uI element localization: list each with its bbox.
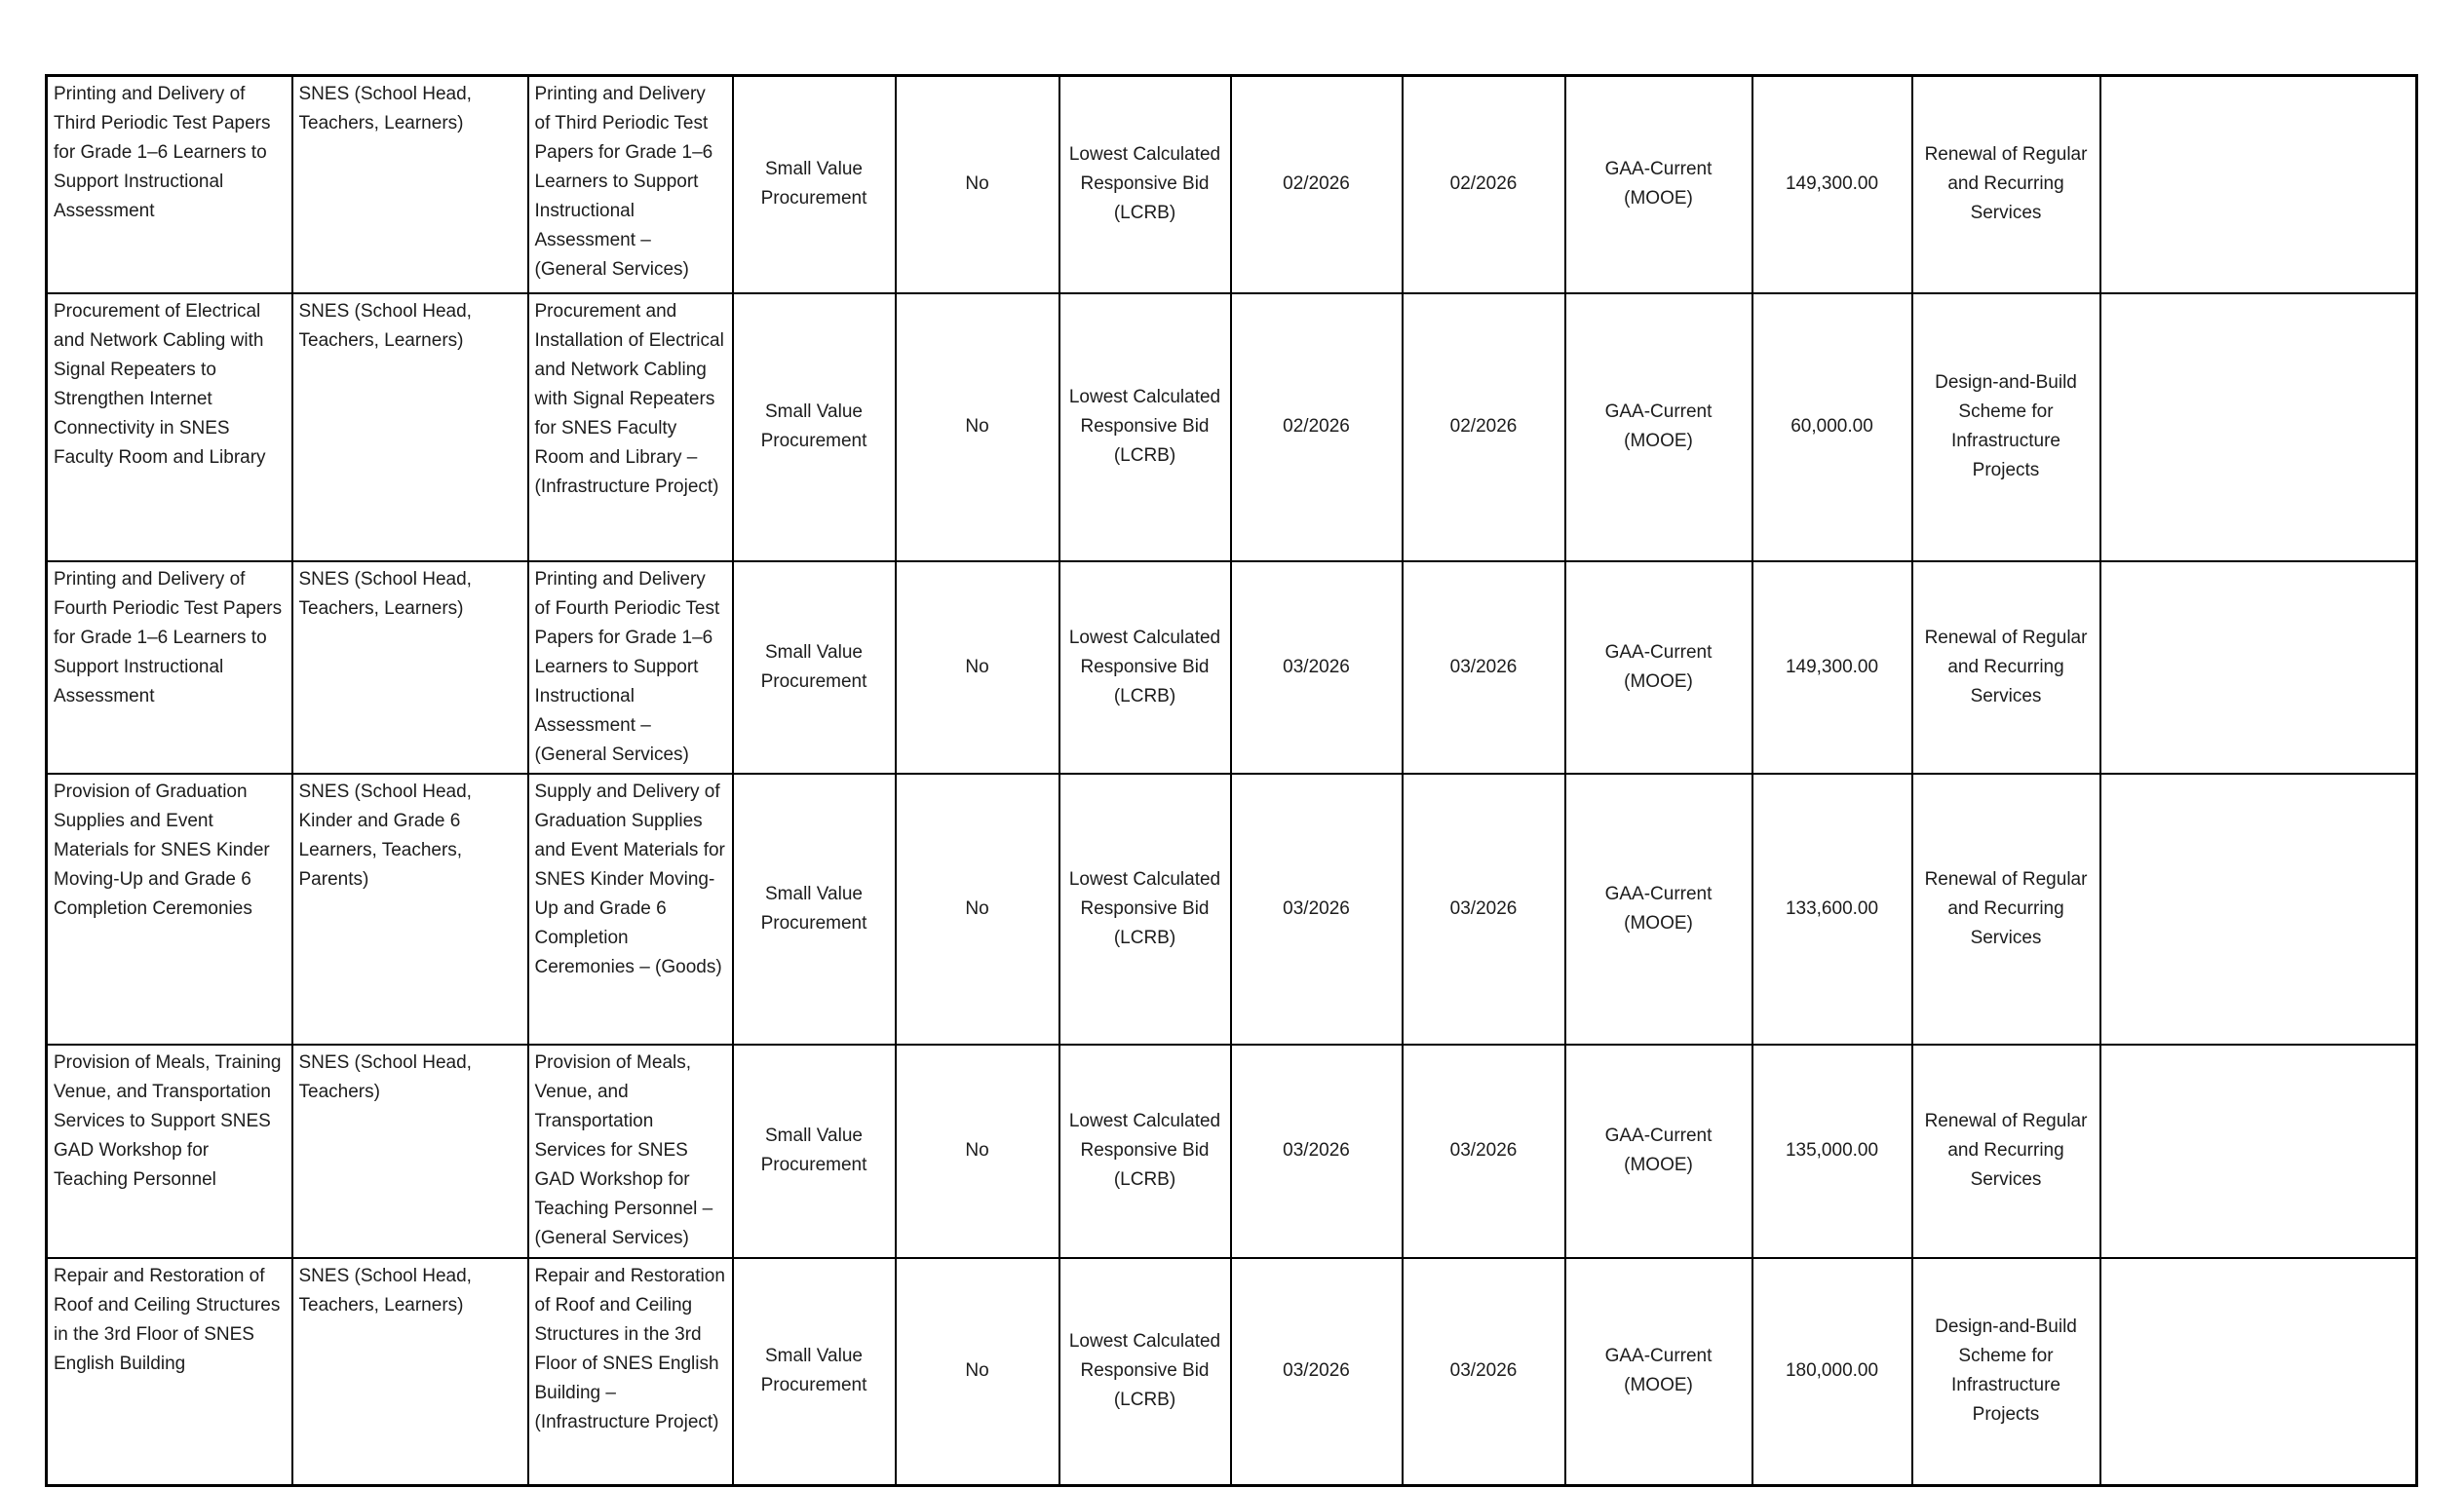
cell-empty [2100, 561, 2417, 774]
cell-early-procurement-flag: No [896, 1258, 1059, 1486]
cell-completion-date: 03/2026 [1403, 1045, 1565, 1258]
cell-fund-source: GAA-Current (MOOE) [1565, 1258, 1752, 1486]
cell-award-criteria: Lowest Calculated Responsive Bid (LCRB) [1059, 561, 1231, 774]
cell-item-description: Repair and Restoration of Roof and Ceiling Structures in the 3rd Floor of SNES English Building [47, 1258, 292, 1486]
cell-remarks: Renewal of Regular and Recurring Services [1912, 1045, 2100, 1258]
cell-fund-source: GAA-Current (MOOE) [1565, 1045, 1752, 1258]
cell-estimated-budget: 133,600.00 [1752, 774, 1912, 1045]
cell-procurement-description: Provision of Meals, Venue, and Transportation Services for SNES GAD Workshop for Teaching Personnel – (General Services) [528, 1045, 733, 1258]
cell-procurement-mode: Small Value Procurement [733, 293, 896, 561]
cell-procurement-description: Procurement and Installation of Electrical and Network Cabling with Signal Repeaters for SNES Faculty Room and Library – (Infrastructure Project) [528, 293, 733, 561]
cell-empty [2100, 774, 2417, 1045]
cell-item-description: Procurement of Electrical and Network Cabling with Signal Repeaters to Strengthen Internet Connectivity in SNES Faculty Room and Library [47, 293, 292, 561]
cell-fund-source: GAA-Current (MOOE) [1565, 774, 1752, 1045]
cell-end-user: SNES (School Head, Teachers, Learners) [292, 293, 528, 561]
cell-procurement-mode: Small Value Procurement [733, 1045, 896, 1258]
cell-start-date: 03/2026 [1231, 1258, 1403, 1486]
cell-procurement-description: Supply and Delivery of Graduation Supplies and Event Materials for SNES Kinder Moving-Up and Grade 6 Completion Ceremonies – (Goods) [528, 774, 733, 1045]
cell-remarks: Design-and-Build Scheme for Infrastructure Projects [1912, 1258, 2100, 1486]
cell-estimated-budget: 60,000.00 [1752, 293, 1912, 561]
cell-empty [2100, 293, 2417, 561]
cell-start-date: 03/2026 [1231, 774, 1403, 1045]
cell-item-description: Provision of Meals, Training Venue, and Transportation Services to Support SNES GAD Workshop for Teaching Personnel [47, 1045, 292, 1258]
cell-start-date: 03/2026 [1231, 1045, 1403, 1258]
cell-procurement-mode: Small Value Procurement [733, 76, 896, 293]
cell-procurement-description: Printing and Delivery of Fourth Periodic Test Papers for Grade 1–6 Learners to Support Instructional Assessment – (General Services) [528, 561, 733, 774]
cell-award-criteria: Lowest Calculated Responsive Bid (LCRB) [1059, 1258, 1231, 1486]
cell-fund-source: GAA-Current (MOOE) [1565, 561, 1752, 774]
cell-end-user: SNES (School Head, Teachers) [292, 1045, 528, 1258]
cell-procurement-description: Repair and Restoration of Roof and Ceiling Structures in the 3rd Floor of SNES English Building – (Infrastructure Project) [528, 1258, 733, 1486]
table-row [47, 293, 2417, 561]
cell-start-date: 02/2026 [1231, 293, 1403, 561]
cell-procurement-description: Printing and Delivery of Third Periodic Test Papers for Grade 1–6 Learners to Support Instructional Assessment – (General Services) [528, 76, 733, 293]
cell-procurement-mode: Small Value Procurement [733, 1258, 896, 1486]
cell-early-procurement-flag: No [896, 561, 1059, 774]
cell-early-procurement-flag: No [896, 293, 1059, 561]
cell-fund-source: GAA-Current (MOOE) [1565, 293, 1752, 561]
cell-end-user: SNES (School Head, Teachers, Learners) [292, 1258, 528, 1486]
cell-early-procurement-flag: No [896, 76, 1059, 293]
cell-remarks: Renewal of Regular and Recurring Services [1912, 774, 2100, 1045]
cell-award-criteria: Lowest Calculated Responsive Bid (LCRB) [1059, 774, 1231, 1045]
cell-completion-date: 03/2026 [1403, 561, 1565, 774]
cell-item-description: Printing and Delivery of Fourth Periodic Test Papers for Grade 1–6 Learners to Support Instructional Assessment [47, 561, 292, 774]
cell-award-criteria: Lowest Calculated Responsive Bid (LCRB) [1059, 293, 1231, 561]
cell-early-procurement-flag: No [896, 1045, 1059, 1258]
cell-estimated-budget: 180,000.00 [1752, 1258, 1912, 1486]
cell-procurement-mode: Small Value Procurement [733, 561, 896, 774]
cell-remarks: Renewal of Regular and Recurring Services [1912, 561, 2100, 774]
cell-remarks: Design-and-Build Scheme for Infrastructure Projects [1912, 293, 2100, 561]
cell-item-description: Provision of Graduation Supplies and Event Materials for SNES Kinder Moving-Up and Grade 6 Completion Ceremonies [47, 774, 292, 1045]
cell-empty [2100, 1258, 2417, 1486]
cell-end-user: SNES (School Head, Teachers, Learners) [292, 561, 528, 774]
procurement-plan-table [45, 74, 2418, 1487]
cell-fund-source: GAA-Current (MOOE) [1565, 76, 1752, 293]
cell-empty [2100, 76, 2417, 293]
table-row [47, 1045, 2417, 1258]
cell-estimated-budget: 149,300.00 [1752, 561, 1912, 774]
table-row [47, 76, 2417, 293]
cell-empty [2100, 1045, 2417, 1258]
table-row [47, 774, 2417, 1045]
cell-completion-date: 03/2026 [1403, 774, 1565, 1045]
table-row [47, 561, 2417, 774]
cell-item-description: Printing and Delivery of Third Periodic Test Papers for Grade 1–6 Learners to Support Instructional Assessment [47, 76, 292, 293]
cell-start-date: 02/2026 [1231, 76, 1403, 293]
cell-start-date: 03/2026 [1231, 561, 1403, 774]
cell-end-user: SNES (School Head, Kinder and Grade 6 Learners, Teachers, Parents) [292, 774, 528, 1045]
cell-early-procurement-flag: No [896, 774, 1059, 1045]
cell-completion-date: 03/2026 [1403, 1258, 1565, 1486]
table-row [47, 1258, 2417, 1486]
cell-completion-date: 02/2026 [1403, 76, 1565, 293]
cell-award-criteria: Lowest Calculated Responsive Bid (LCRB) [1059, 76, 1231, 293]
cell-estimated-budget: 135,000.00 [1752, 1045, 1912, 1258]
cell-remarks: Renewal of Regular and Recurring Services [1912, 76, 2100, 293]
cell-procurement-mode: Small Value Procurement [733, 774, 896, 1045]
cell-end-user: SNES (School Head, Teachers, Learners) [292, 76, 528, 293]
cell-completion-date: 02/2026 [1403, 293, 1565, 561]
cell-award-criteria: Lowest Calculated Responsive Bid (LCRB) [1059, 1045, 1231, 1258]
cell-estimated-budget: 149,300.00 [1752, 76, 1912, 293]
